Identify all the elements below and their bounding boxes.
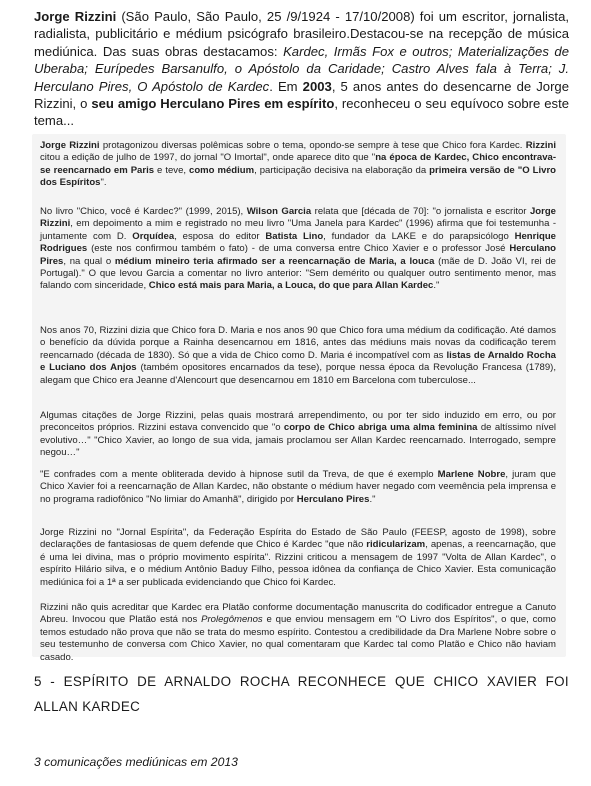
text: Nos anos 70, Rizzini dizia que Chico fora D. Maria e nos anos 90 que Chico fora uma médium da codificação. Até damos o benefício da dúvida porque a Rainha desencarnou em 1816, antes das médiuns mais novas da codificação terem reencarnado (década de 1830). Só que a vida de Chico como D. Maria é incompatível com as [40,325,556,361]
text: Rizzini não quis acreditar que Kardec era Platão conforme documentação manuscrita do codificador entregue a Canuto Abreu. Invocou que Platão está nos [40,602,556,626]
text: , fundador da LAKE e do parapsicólogo [323,230,515,242]
text: (este nos confirmou também o fato) - de uma conversa entre Chico Xavier e o professor José [87,243,510,255]
emphasis: médium mineiro teria afirmado ser a reencarnação de Maria, a louca [114,255,435,267]
text: , em depoimento a mim e registrado no meu livro "Uma Janela para Kardec" (1996) afirma que foi testemunha - juntamente com D. [40,218,556,242]
box-paragraph-3 [40,325,556,387]
emphasis: primeira versão de "O Livro dos Espíritos [40,164,556,189]
text: de altíssimo nível evolutivo…" "Chico Xavier, ao longo de sua vida, jamais proclamou ser Allan Kardec reencarnado. Interrogado, sempre negou…" [40,422,557,459]
emphasis: Jorge Rizzini [40,140,100,151]
emphasis: na época de Kardec, Chico encontrava-se reencarnado em Paris [40,152,556,176]
box-paragraph-4 [40,410,556,460]
text: Jorge Rizzini no "Jornal Espírita", da Federação Espírita do Estado de São Paulo (FEESP, agosto de 1998), sobre declarações de fantasiosas de quem defende que Chico é Kardec "que não [40,527,556,551]
friend-spirit: seu amigo Herculano Pires em espírito [91,96,335,112]
box-paragraph-6 [40,527,556,589]
intro-text: , 5 anos antes do desencarne de Jorge Rizzini, o [34,78,569,112]
text: "E confrades com a mente obliterada devido à hipnose sutil da Treva, de que é exemplo [40,469,438,480]
box-paragraph-2 [40,206,556,293]
works-list: Kardec, Irmãs Fox e outros; Materializações de Uberaba; Eurípedes Barsanulfo, o Apóstolo da Caridade; Castro Alves fala à Terra; J. Herculano Pires, O Apóstolo de Kardec [34,43,569,94]
text: , esposa do editor [174,230,266,242]
text: ". [100,177,107,189]
quote-box [32,134,566,663]
emphasis: listas de Arnaldo Rocha e Luciano dos Anjos [40,349,556,374]
text: , na qual o [63,255,115,267]
text: citou a edição de julho de 1997, do jornal "O Imortal", onde aparece dito que " [40,152,376,164]
emphasis: Chico está mais para Maria, a Louca, do que para Allan Kardec [148,280,434,292]
text: , juram que Chico Xavier foi a reencarnação de Allan Kardec, não obstante o médium haver negado com veemência pela imprensa e no programa radiofônico "No limiar do Amanhã", dirigido por [40,469,556,505]
text: , apenas, a reencarnação, que é uma lei divina, mas o próprio movimento espírita". Rizzini criticou a mensagem de 1997 "Volta de Allan Kardec", o espírito Hilário silva, e o médium Antônio Baduy Filho, pessoa idônea da confiança de Chico Xavier. Esta comunicação mediúnica foi a 1ª a ser publicada evidenciando que Chico foi Kardec. [40,539,556,588]
text: No livro "Chico, você é Kardec?" (1999, 2015), [40,206,247,217]
emphasis: corpo de Chico abriga uma alma feminina [283,422,478,434]
emphasis: Wilson Garcia [246,206,312,217]
emphasis: Herculano Pires [40,243,556,267]
text: , participação decisiva na elaboração da [254,164,430,176]
italic-term: Prolegômenos [201,614,263,626]
emphasis: Henrique Rodrigues [40,230,556,255]
text: e teve, [154,164,190,176]
box-paragraph-5 [40,469,556,506]
emphasis: Batista Lino [265,230,324,242]
text: Algumas citações de Jorge Rizzini, pelas quais mostrará arrependimento, ou por ter sido induzido em erro, ou por preconceitos próprios. Rizzini estava convencido que "o [40,410,556,434]
text: ." [433,280,440,292]
intro-text: , reconheceu o seu equívoco sobre este tema... [34,96,569,129]
text: e que enviou mensagem em "O Livro dos Espíritos", o que, como temos estudado não prova que não se trata do mesmo espírito. Contestou a credibilidade da Dra Marlene Nobre sobre o seu testemunho de conversa com Chico Xavier, no qual comentaram que Kardec tal como Platão e Chico não haviam casado. [40,614,556,663]
emphasis: Marlene Nobre [437,469,506,480]
intro-text: . Em [269,78,303,94]
text: ." [369,493,376,505]
emphasis: Jorge Rizzini [40,206,556,230]
text: (mãe de D. João VI, rei de Portugal)." O que levou Garcia a comentar no livro anterior: "Sem demérito ou qualquer outro sentimento menor, mas falando com sinceridade, [40,255,556,292]
section-subheading: 3 comunicações mediúnicas em 2013 [34,755,238,769]
emphasis: Rizzini [525,140,556,151]
author-name: Jorge Rizzini [34,9,117,24]
section-heading: 5 - ESPÍRITO DE ARNALDO ROCHA RECONHECE QUE CHICO XAVIER FOI ALLAN KARDEC [34,674,569,714]
text: relata que [década de 70]: "o jornalista e escritor [311,206,530,217]
emphasis: ridicularizam [366,539,426,551]
box-paragraph-1 [40,140,556,190]
year: 2003 [302,78,332,94]
text: protagonizou diversas polêmicas sobre o tema, opondo-se sempre à tese que Chico fora Kardec. [99,140,526,151]
emphasis: Orquídea [132,230,175,242]
box-paragraph-7 [40,602,556,664]
intro-text: (São Paulo, São Paulo, 25 /9/1924 - 17/10/2008) foi um escritor, jornalista, radialista, publicitário e médium psicógrafo brasileiro.Destacou-se na recepção de música mediúnica. Das suas obras destacamos: [34,9,569,59]
intro-paragraph [34,8,569,130]
text: (também opositores encarnados da tese), porque nessa época da Revolução Francesa (1789), alegam que Chico era Jeanne d'Alencourt que desencarnou em 1810 em Barcelona com tuberculose... [40,362,556,386]
emphasis: Herculano Pires [296,493,370,505]
emphasis: como médium [189,164,255,176]
